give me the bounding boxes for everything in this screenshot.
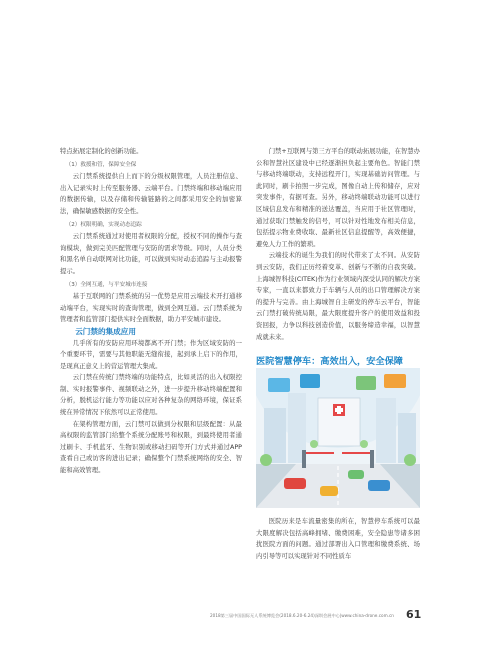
right-column (256, 146, 420, 343)
subheading: （2）权限明确，实现动态追踪 (65, 221, 142, 228)
paragraph: 在架构管理方面，云门禁可以做到分权限和层级配置：从最高权限的监管部门给整个系统分配账号和权限，到最终使用者通过刷卡、手机蓝牙、生物识别或移动扫码等开门方式并通过APP查看自己或访客的进出记录；确保整个门禁系统网络的安全、智能和高效管理。 (60, 420, 242, 475)
section-heading: 云门禁的集成应用 (75, 326, 136, 336)
section-banner: 医院智慧停车：高效出入，安全保障 (256, 356, 403, 367)
paragraph: 云门禁在传统门禁终端的功能特点，比如灵活的出入权限控制、实时报警事件、视频联动之外，进一步提升移动终端配置和分析，脱机运行能力等功能以应对各种复杂的网络环境，保证系统在异常情况下依然可以正常使用。 (60, 374, 242, 417)
paragraph: 门禁+互联网与第三方平台的联动拓展功能，在智慧办公和智慧社区建设中已经逐渐担负起主要角色。智能门禁与移动终端联动，支持远程开门，实现基础访问管理。与此同时，刷卡拍照一步完成，图像自动上传和储存，应对突发事件，有据可查。另外，移动终端联动功能可以进行区域信息发布和精准的送达覆盖，当应用于社区管理时，通过获取门禁触发的信号，可以针对性地发布相关信息，包括提示物业费收取、最新社区信息提醒等，高效便捷，避免人力工作的繁琐。 (256, 148, 420, 248)
subheading: （1）救援和管，保障安全保 (65, 161, 137, 168)
smart-parking-illustration (256, 368, 420, 508)
page-number: 61 (406, 608, 422, 621)
paragraph: 云门禁系统通过对使用者权限的分配，授权不同的操作与查询模块，做到完美匹配管理与安防的需求等级。同时，人员分类和黑名单自动联网对比功能，可以做到实时动态追踪与主动报警提示。 (60, 233, 242, 275)
paragraph: 特点拓展定制化的创新功能。 (60, 148, 143, 155)
paragraph: 几乎所有的安防应用环境都离不开门禁；作为区域安防的一个重要环节，需要与其他职能无缝衔接，起到承上启下的作用，是现真正意义上的营运管理大集成。 (60, 339, 242, 370)
subheading: （3）全网互通，与平安城市连接 (65, 281, 148, 288)
left-column (60, 146, 242, 477)
paragraph: 云门禁系统提供自上而下的分级权限管理，人员注册信息、出入记录实时上传至服务器、云端平台。门禁终端和移动端应用的数据传输，以及存储和传输链路的之间都采用安全的加密算法，确保敏感数据的安全性。 (60, 173, 242, 215)
paragraph: 基于互联网的门禁系统的另一优势是应用云端技术开打通移动端平台，实现实时的查询管理，做到全网互通。云门禁系统为管理者和监管部门提供实时全面数据，助力平安城市建设。 (60, 293, 242, 324)
paragraph: 医院历来是车流量密集的所在，智慧停车系统可以最大限度解决包括高峰拥堵、缴费困难，安全隐患等诸多困扰医院方面的问题。通过部署出入口管理和缴费系统、场内引导等可以实现针对不同性质车 (256, 518, 420, 560)
page-footer: 2018第三届中国国际无人系统博览会(2018.6.20-6.24)深圳会展中心|www.china-drone.com.cn (210, 613, 394, 618)
right-column-bottom (256, 516, 420, 562)
paragraph: 云端技术的诞生为我们的时代带来了太不同。从安防到云安防，我们正历经着变革、创新与不断的自我突破。上海城智科技(CITEK)作为行业领域内深受认同的解决方案专家，一直以来都致力于车辆与人员的出口管理解决方案的提升与完善。由上海城智自主研发的停车云平台，智能云门禁打破传统局限，最大限度提升客户的使用效益和投资回报，力争以科技创造价值，以服务缔造幸福，以智慧成就未来。 (256, 252, 420, 341)
